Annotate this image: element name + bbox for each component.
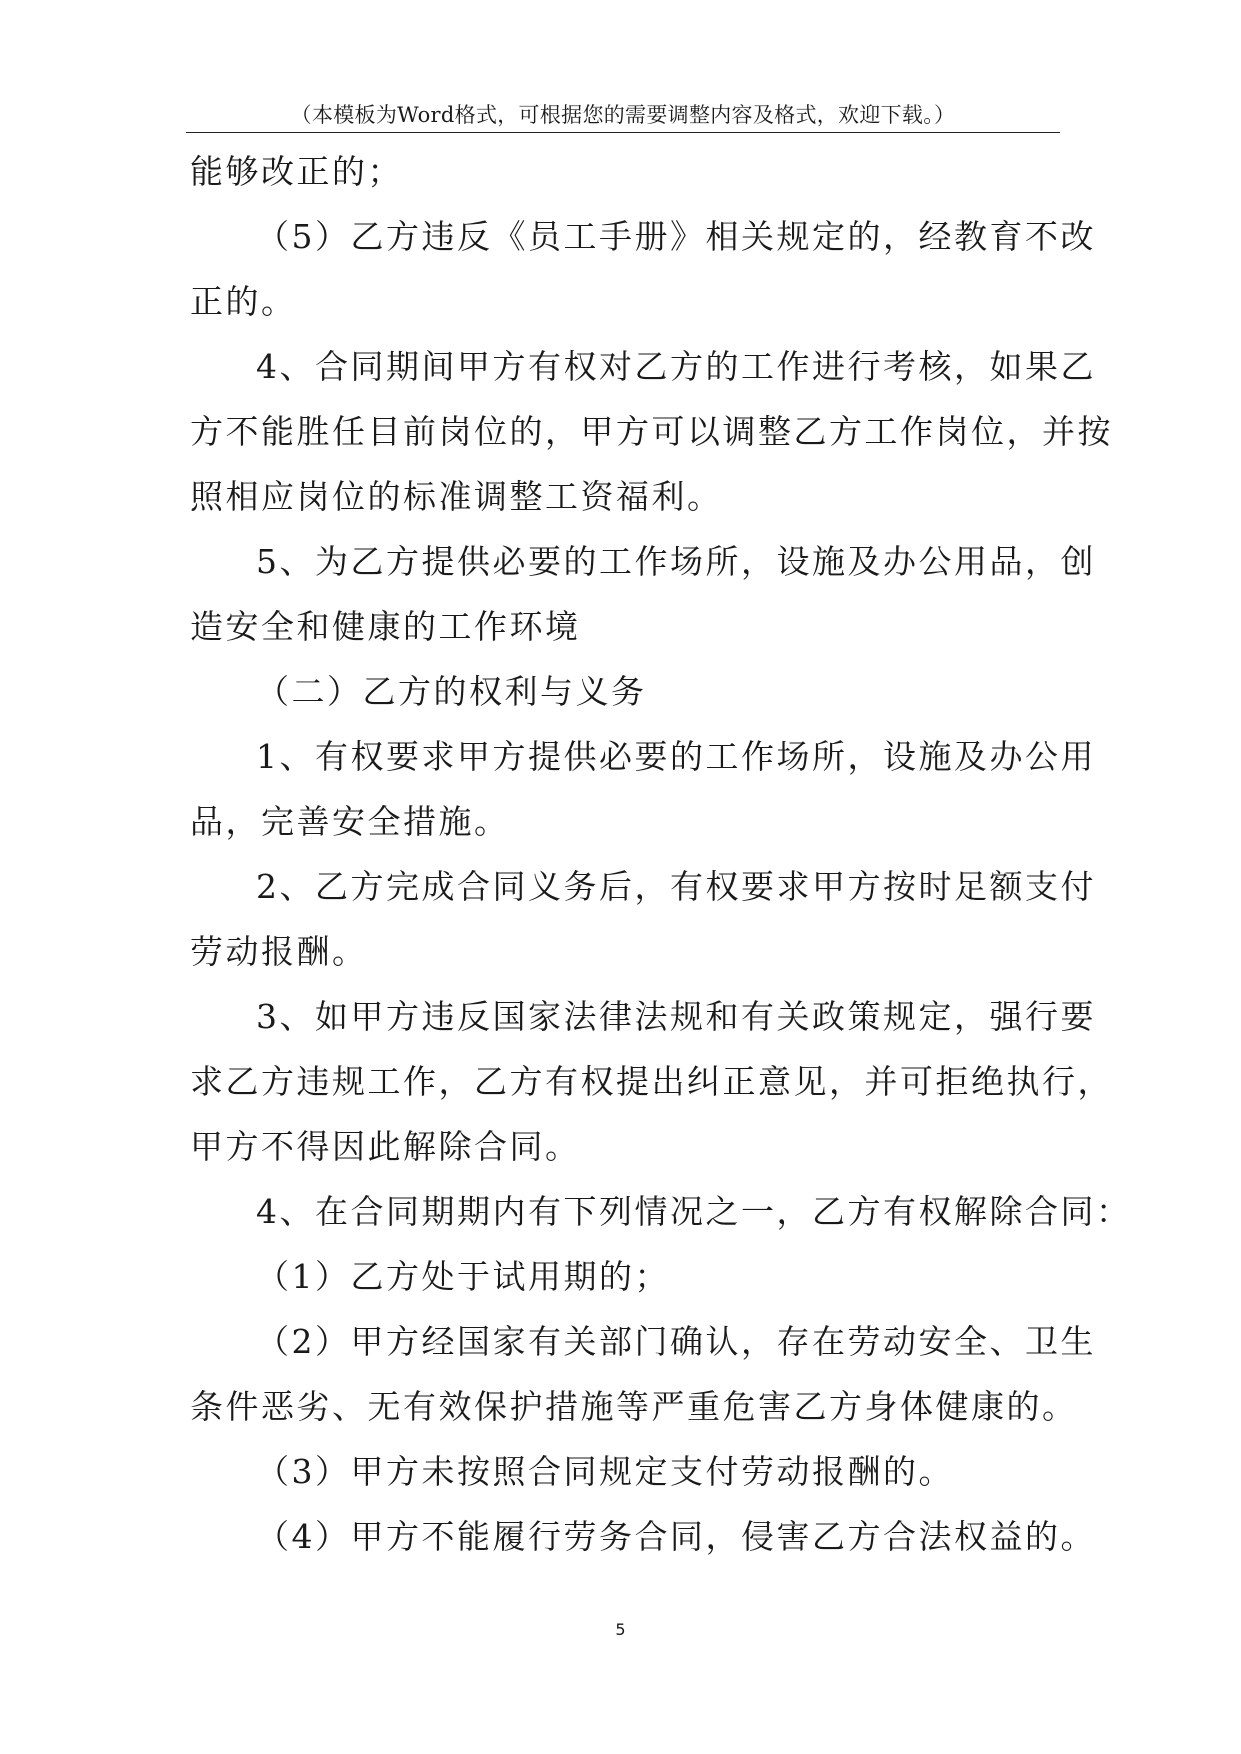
paragraph-line: 5、为乙方提供必要的工作场所，设施及办公用品，创 [256,542,1096,581]
paragraph-line: 1、有权要求甲方提供必要的工作场所，设施及办公用 [256,737,1096,776]
paragraph-line: 2、乙方完成合同义务后，有权要求甲方按时足额支付 [256,867,1096,906]
paragraph-line: 照相应岗位的标准调整工资福利。 [190,477,723,516]
paragraph-line: （5）乙方违反《员工手册》相关规定的，经教育不改 [256,217,1096,256]
page-number: 5 [615,1620,626,1639]
paragraph-line: 3、如甲方违反国家法律法规和有关政策规定，强行要 [256,997,1096,1036]
paragraph-line: 正的。 [190,282,297,321]
paragraph-line: （2）甲方经国家有关部门确认，存在劳动安全、卫生 [256,1322,1096,1361]
paragraph-line: 方不能胜任目前岗位的，甲方可以调整乙方工作岗位，并按 [190,412,1113,451]
paragraph-line: 能够改正的； [190,152,403,191]
paragraph-line: 品，完善安全措施。 [190,802,510,841]
paragraph-line: （3）甲方未按照合同规定支付劳动报酬的。 [256,1452,954,1491]
section-heading: （二）乙方的权利与义务 [256,672,647,711]
paragraph-line: 4、在合同期期内有下列情况之一，乙方有权解除合同： [256,1192,1132,1231]
paragraph-line: （1）乙方处于试用期的； [256,1257,670,1296]
paragraph-line: 条件恶劣、无有效保护措施等严重危害乙方身体健康的。 [190,1387,1078,1426]
page-header: （本模板为Word格式，可根据您的需要调整内容及格式，欢迎下载。） [186,98,1060,133]
paragraph-line: （4）甲方不能履行劳务合同，侵害乙方合法权益的。 [256,1517,1096,1556]
paragraph-line: 求乙方违规工作，乙方有权提出纠正意见，并可拒绝执行， [190,1062,1113,1101]
paragraph-line: 劳动报酬。 [190,932,368,971]
paragraph-line: 甲方不得因此解除合同。 [190,1127,581,1166]
paragraph-line: 造安全和健康的工作环境 [190,607,581,646]
paragraph-line: 4、合同期间甲方有权对乙方的工作进行考核，如果乙 [256,347,1096,386]
